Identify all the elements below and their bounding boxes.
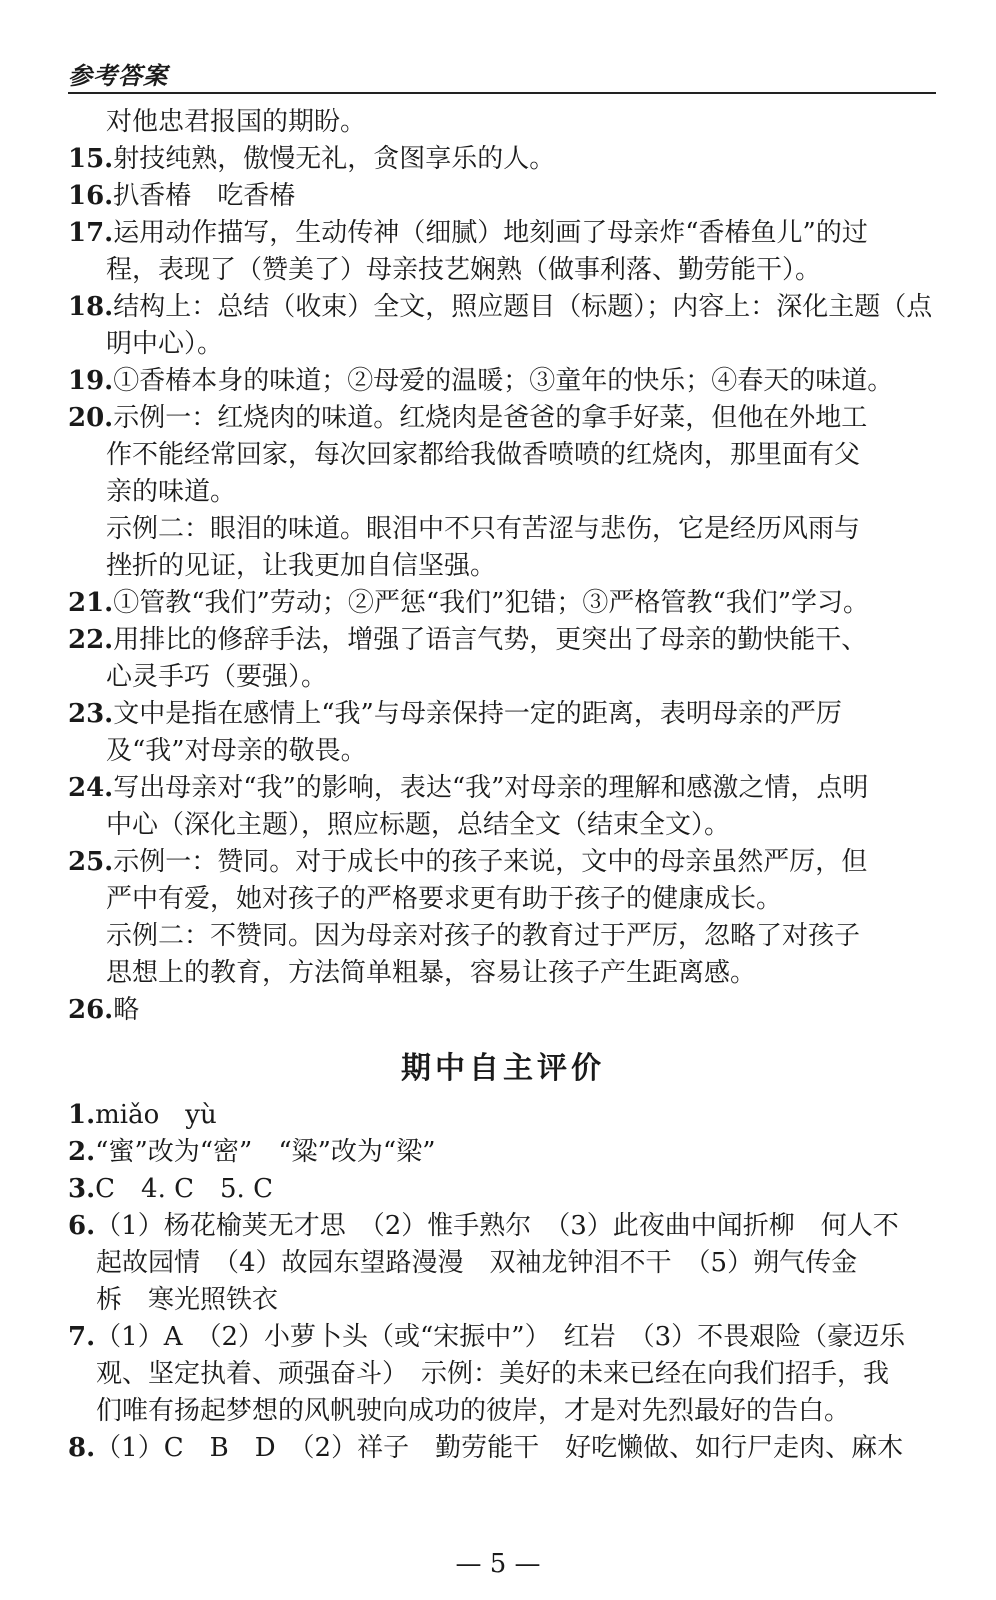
answer-text: 思想上的教育，方法简单粗暴，容易让孩子产生距离感。 [106, 958, 757, 988]
answer-text: 严中有爱，她对孩子的严格要求更有助于孩子的健康成长。 [106, 884, 783, 914]
question-number: 20. [68, 403, 114, 433]
question-number: 19. [68, 366, 114, 396]
answer-text: 文中是指在感情上“我”与母亲保持一定的距离，表明母亲的严厉 [113, 699, 842, 729]
answers-section-top [68, 104, 938, 1029]
answer-line [68, 1430, 938, 1467]
answer-line [68, 807, 938, 844]
answer-line [68, 1134, 938, 1171]
answer-text: 示例二：眼泪的味道。眼泪中不只有苦涩与悲伤，它是经历风雨与 [106, 514, 861, 544]
answer-text: （1）C B D （2）祥子 勤劳能干 好吃懒做、如行尸走肉、麻木 [95, 1433, 904, 1463]
answer-line [68, 1319, 938, 1356]
answer-line [68, 215, 938, 252]
answer-text: 亲的味道。 [106, 477, 237, 507]
answer-line [68, 104, 938, 141]
answer-text: 结构上：总结（收束）全文，照应题目（标题）；内容上：深化主题（点 [113, 292, 933, 322]
answer-text: C 4. C 5. C [95, 1174, 273, 1204]
answer-line [68, 326, 938, 363]
answer-text: 挫折的见证，让我更加自信坚强。 [106, 551, 497, 581]
answer-line [68, 1097, 938, 1134]
answer-line [68, 363, 938, 400]
answer-line [68, 1356, 938, 1393]
question-number: 22. [68, 625, 114, 655]
answer-line [68, 585, 938, 622]
answer-line [68, 659, 938, 696]
question-number: 1. [68, 1100, 96, 1130]
answer-line [68, 474, 938, 511]
question-number: 17. [68, 218, 114, 248]
question-number: 2. [68, 1137, 96, 1167]
answer-text: （1）杨花榆荚无才思 （2）惟手熟尔 （3）此夜曲中闻折柳 何人不 [95, 1211, 899, 1241]
question-number: 8. [68, 1433, 96, 1463]
answer-text: 心灵手巧（要强）。 [106, 662, 328, 692]
answer-text: 扒香椿 吃香椿 [113, 181, 296, 211]
question-number: 23. [68, 699, 114, 729]
answer-text: 明中心）。 [106, 329, 224, 359]
answer-text: “蜜”改为“密” “粱”改为“梁” [95, 1137, 436, 1167]
answer-text: 运用动作描写，生动传神（细腻）地刻画了母亲炸“香椿鱼儿”的过 [113, 218, 868, 248]
answer-text: 观、坚定执着、顽强奋斗） 示例：美好的未来已经在向我们招手，我 [96, 1359, 890, 1389]
answer-line [68, 992, 938, 1029]
answer-line [68, 622, 938, 659]
answer-text: ①香椿本身的味道；②母爱的温暖；③童年的快乐；④春天的味道。 [113, 366, 894, 396]
question-number: 7. [68, 1322, 96, 1352]
answer-line [68, 918, 938, 955]
answer-line [68, 289, 938, 326]
answer-line [68, 696, 938, 733]
answer-line [68, 1393, 938, 1430]
question-number: 25. [68, 847, 114, 877]
answer-line [68, 844, 938, 881]
answer-line [68, 548, 938, 585]
answer-line [68, 770, 938, 807]
answer-line [68, 141, 938, 178]
answer-line [68, 881, 938, 918]
answer-text: 用排比的修辞手法，增强了语言气势，更突出了母亲的勤快能干、 [113, 625, 868, 655]
header-divider [68, 92, 936, 94]
answer-text: miǎo yù [95, 1100, 217, 1130]
answer-line [68, 1171, 938, 1208]
answer-text: 们唯有扬起梦想的风帆驶向成功的彼岸，才是对先烈最好的告白。 [96, 1396, 851, 1426]
question-number: 24. [68, 773, 114, 803]
section-title: 期中自主评价 [401, 1051, 605, 1086]
answer-line [68, 955, 938, 992]
answer-text: 及“我”对母亲的敬畏。 [106, 736, 367, 766]
answer-text: 柝 寒光照铁衣 [96, 1285, 279, 1315]
question-number: 18. [68, 292, 114, 322]
answer-text: 示例一：赞同。对于成长中的孩子来说，文中的母亲虽然严厉，但 [113, 847, 868, 877]
answer-text: 程，表现了（赞美了）母亲技艺娴熟（做事利落、勤劳能干）。 [106, 255, 822, 285]
answer-line [68, 437, 938, 474]
answer-text: ①管教“我们”劳动；②严惩“我们”犯错；③严格管教“我们”学习。 [113, 588, 869, 618]
answer-text: 示例一：红烧肉的味道。红烧肉是爸爸的拿手好菜，但他在外地工 [113, 403, 868, 433]
answer-line [68, 1245, 938, 1282]
answers-section-midterm [68, 1097, 938, 1467]
question-number: 16. [68, 181, 114, 211]
answer-line [68, 1282, 938, 1319]
question-number: 21. [68, 588, 114, 618]
question-number: 26. [68, 995, 114, 1025]
answer-text: 作不能经常回家，每次回家都给我做香喷喷的红烧肉，那里面有父 [106, 440, 861, 470]
answer-line [68, 252, 938, 289]
answer-text: 略 [113, 995, 140, 1025]
question-number: 15. [68, 144, 114, 174]
answer-line [68, 400, 938, 437]
answer-line [68, 1208, 938, 1245]
answer-content [68, 104, 938, 1467]
answer-text: 示例二：不赞同。因为母亲对孩子的教育过于严厉，忽略了对孩子 [106, 921, 861, 951]
answer-text: 写出母亲对“我”的影响，表达“我”对母亲的理解和感激之情，点明 [113, 773, 869, 803]
answer-text: 起故园情 （4）故园东望路漫漫 双袖龙钟泪不干 （5）朔气传金 [96, 1248, 858, 1278]
answer-text: （1）A （2）小萝卜头（或“宋振中”） 红岩 （3）不畏艰险（豪迈乐 [95, 1322, 906, 1352]
page-number: — 5 — [455, 1549, 541, 1579]
spacer [68, 1029, 938, 1041]
question-number: 3. [68, 1174, 96, 1204]
answer-line [68, 178, 938, 215]
answer-text: 中心（深化主题），照应标题，总结全文（结束全文）。 [106, 810, 731, 840]
answer-text: 射技纯熟，傲慢无礼，贪图享乐的人。 [113, 144, 556, 174]
answer-text: 对他忠君报国的期盼。 [106, 107, 367, 137]
answer-line [68, 511, 938, 548]
page-header-title: 参考答案 [68, 61, 168, 90]
answer-line [68, 733, 938, 770]
question-number: 6. [68, 1211, 96, 1241]
